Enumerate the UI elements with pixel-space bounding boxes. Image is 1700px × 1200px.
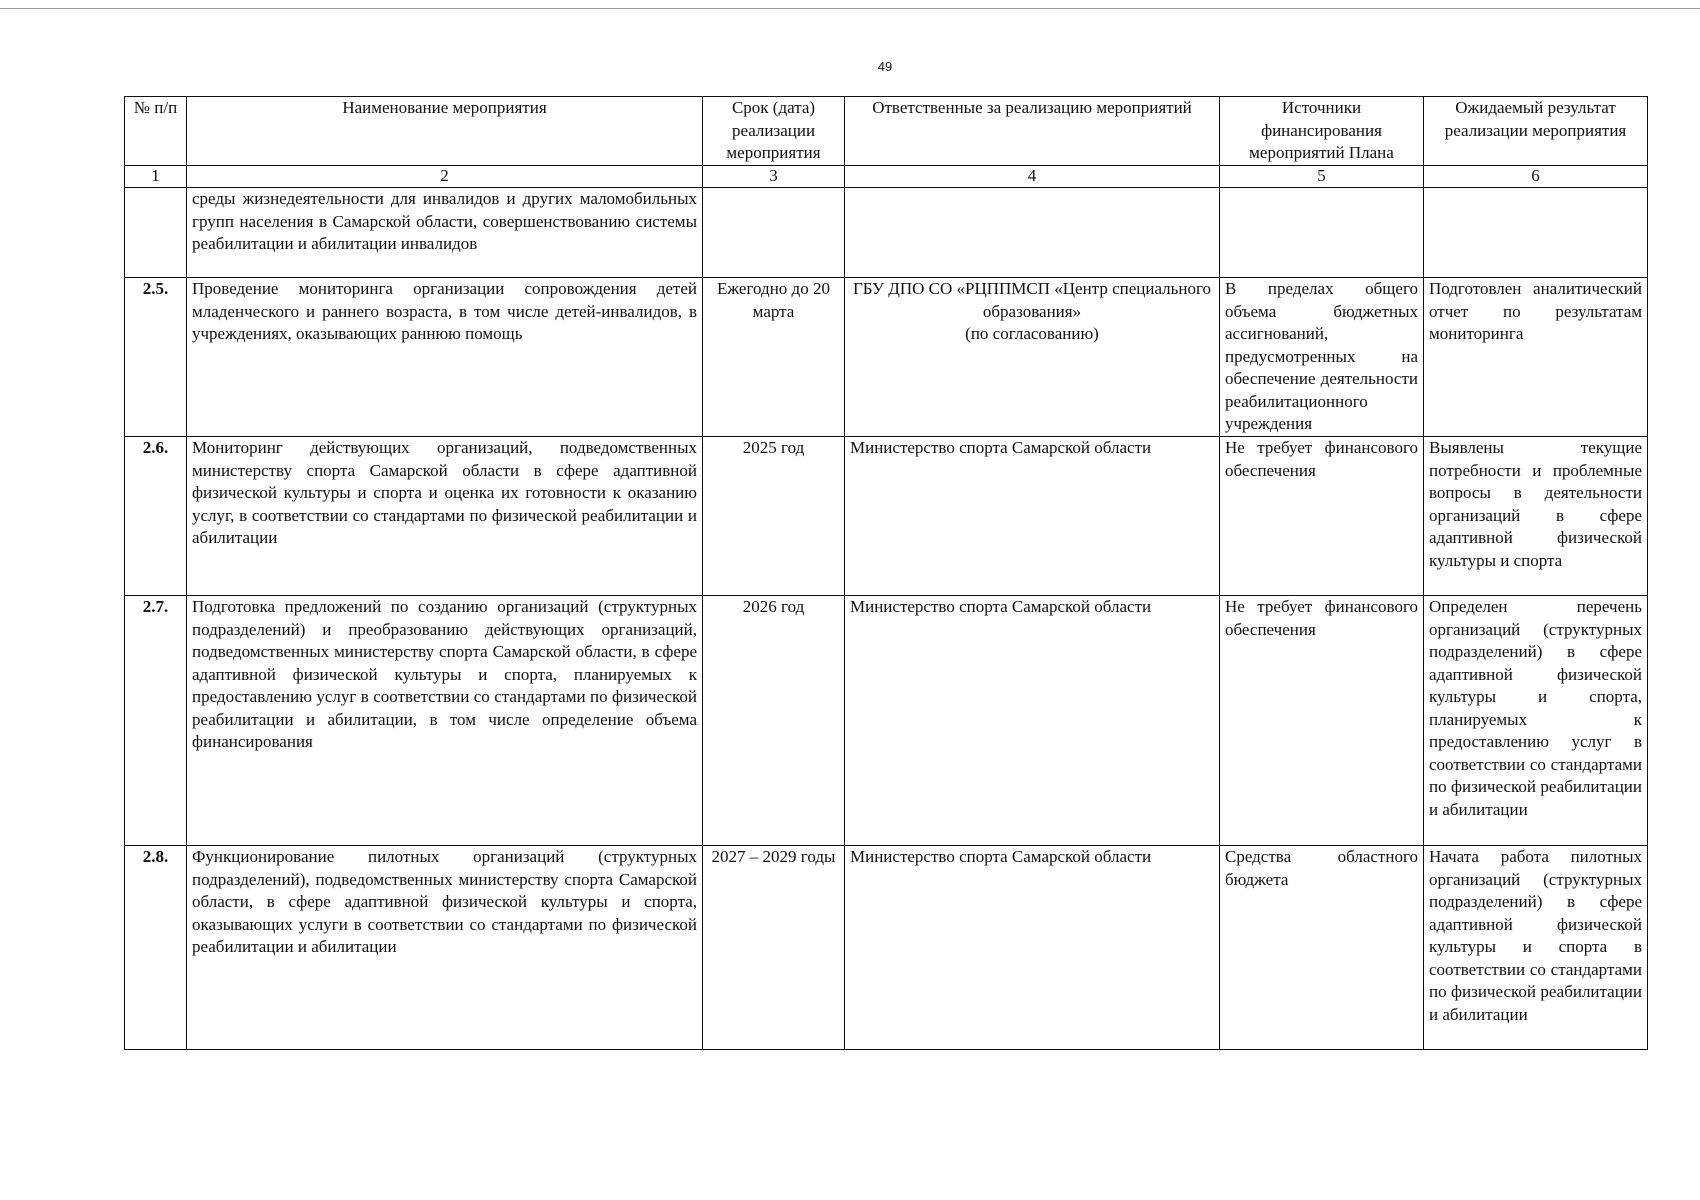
header-number: № п/п [125,97,187,166]
table-row [125,437,1648,596]
funding-source: Не требует финансового обеспечения [1220,437,1424,596]
term: Ежегодно до 20 марта [703,278,845,437]
column-number: 3 [703,166,845,188]
responsible: Министерство спорта Самарской области [845,596,1220,846]
column-number: 2 [187,166,703,188]
funding-source: Средства областного бюджета [1220,846,1424,1050]
responsible: Министерство спорта Самарской области [845,846,1220,1050]
responsible: Министерство спорта Самарской области [845,437,1220,596]
term: 2025 год [703,437,845,596]
activity-name: Функционирование пилотных организаций (структурных подразделений), подведомственных министерству спорта Самарской области, в сфере адаптивной физической культуры и спорта, оказывающих услуги в соответствии со стандартами по физической реабилитации и абилитации [187,846,703,1050]
table-row [125,188,1648,278]
activity-name: Проведение мониторинга организации сопровождения детей младенческого и раннего возраста, в том числе детей-инвалидов, в учреждениях, оказывающих раннюю помощь [187,278,703,437]
expected-result: Определен перечень организаций (структурных подразделений) в сфере адаптивной физической культуры и спорта, планируемых к предоставлению услуг в соответствии со стандартами по физической реабилитации и абилитации [1424,596,1648,846]
row-number: 2.6. [125,437,187,596]
header-expected-result: Ожидаемый результат реализации мероприятия [1424,97,1648,166]
responsible-note: (по согласованию) [965,324,1099,343]
column-number: 6 [1424,166,1648,188]
expected-result: Начата работа пилотных организаций (структурных подразделений) в сфере адаптивной физической культуры и спорта в соответствии со стандартами по физической реабилитации и абилитации [1424,846,1648,1050]
column-number-row [125,166,1648,188]
responsible-cell [845,278,1220,437]
row-number: 2.5. [125,278,187,437]
column-number: 4 [845,166,1220,188]
funding-source: В пределах общего объема бюджетных ассигнований, предусмотренных на обеспечение деятельности реабилитационного учреждения [1220,278,1424,437]
term [703,188,845,278]
header-term: Срок (дата) реализации мероприятия [703,97,845,166]
action-plan-table [124,96,1648,1050]
row-number: 2.7. [125,596,187,846]
expected-result: Выявлены текущие потребности и проблемные вопросы в деятельности организаций в сфере адаптивной физической культуры и спорта [1424,437,1648,596]
header-responsible: Ответственные за реализацию мероприятий [845,97,1220,166]
row-number: 2.8. [125,846,187,1050]
responsible: ГБУ ДПО СО «РЦППМСП «Центр специального образования» [852,279,1212,321]
activity-name: среды жизнедеятельности для инвалидов и других маломобильных групп населения в Самарской области, совершенствованию системы реабилитации и абилитации инвалидов [187,188,703,278]
header-funding-source: Источники финансирования мероприятий Плана [1220,97,1424,166]
table-row [125,846,1648,1050]
scan-border-line [0,8,1700,9]
column-number: 1 [125,166,187,188]
term: 2026 год [703,596,845,846]
funding-source: Не требует финансового обеспечения [1220,596,1424,846]
expected-result: Подготовлен аналитический отчет по результатам мониторинга [1424,278,1648,437]
row-number [125,188,187,278]
activity-name: Мониторинг действующих организаций, подведомственных министерству спорта Самарской области в сфере адаптивной физической культуры и спорта и оценка их готовности к оказанию услуг, в соответствии со стандартами по физической реабилитации и абилитации [187,437,703,596]
table-row [125,278,1648,437]
table-header-row [125,97,1648,166]
term: 2027 – 2029 годы [703,846,845,1050]
responsible [845,188,1220,278]
activity-name: Подготовка предложений по созданию организаций (структурных подразделений) и преобразованию действующих организаций, подведомственных министерству спорта Самарской области, в сфере адаптивной физической культуры и спорта, планируемых к предоставлению услуг в соответствии со стандартами по физической реабилитации и абилитации, в том числе определение объема финансирования [187,596,703,846]
table-row [125,596,1648,846]
funding-source [1220,188,1424,278]
column-number: 5 [1220,166,1424,188]
page-number: 49 [877,59,893,74]
expected-result [1424,188,1648,278]
header-activity-name: Наименование мероприятия [187,97,703,166]
